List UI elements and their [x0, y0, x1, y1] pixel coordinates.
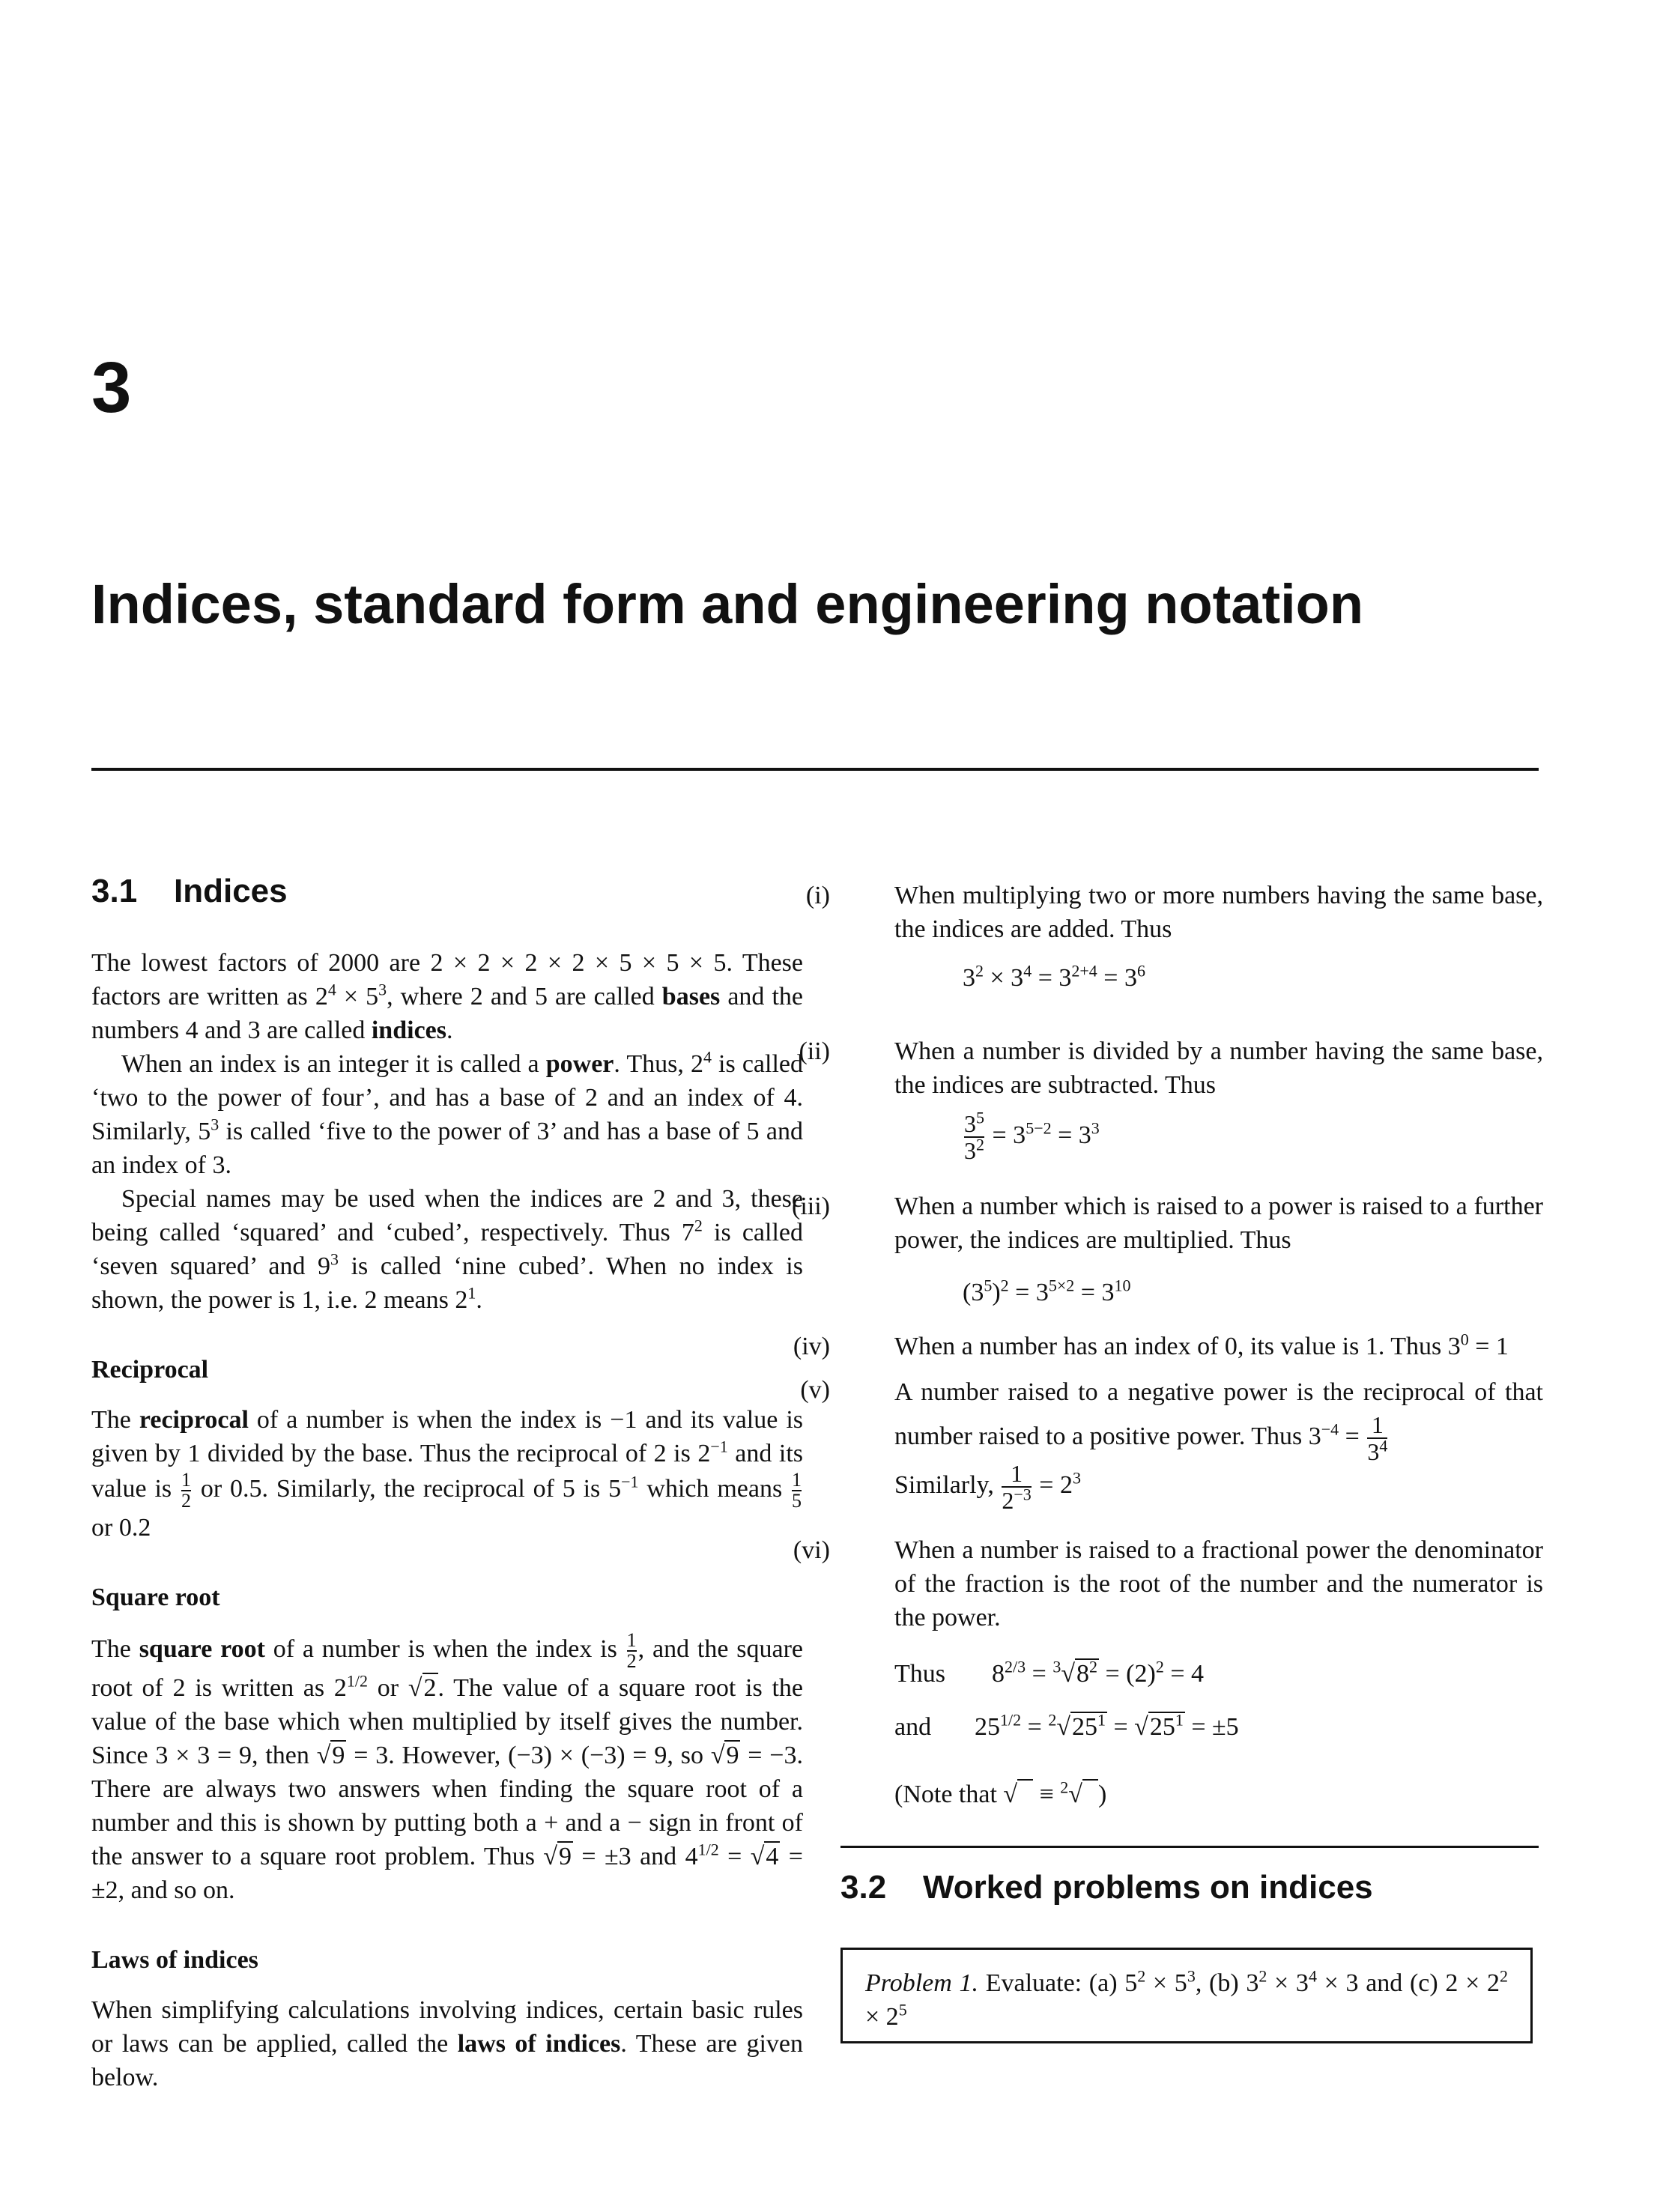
- superscript: 3: [378, 980, 387, 999]
- paragraph-square-root: [91, 1631, 803, 1907]
- paragraph-reciprocal: [91, 1403, 803, 1545]
- superscript: 4: [703, 1047, 712, 1067]
- text-run: × 5: [336, 983, 379, 1010]
- text-run: is called ‘two to the power of four’, and has a base of 2 and an index of 4. Similarly, 5: [91, 1050, 803, 1145]
- text-run: . Thus, 2: [614, 1050, 703, 1078]
- text-run: is called ‘five to the power of 3’ and has a base of 5 and an index of 3.: [91, 1118, 803, 1179]
- text-run: The: [91, 1634, 139, 1663]
- chapter-rule: [91, 768, 1539, 771]
- note-radical-equivalence: (Note that √ ≡ $^2$√ ): [894, 1778, 1107, 1808]
- text-run: of a number is when the index is −1 and its value is given by 1 divided by the base. Thus the reciprocal of 2 is 2: [91, 1406, 804, 1467]
- fraction: $\frac{3^5}{3^2}$: [964, 1108, 984, 1164]
- text-run: is called ‘seven squared’ and 9: [91, 1219, 803, 1280]
- text-run: or: [368, 1674, 408, 1702]
- radical-sign: √: [750, 1843, 765, 1870]
- law-ii: [799, 1034, 1543, 1102]
- left-column: [91, 946, 803, 2094]
- text-run: When simplifying calculations involving indices, certain basic rules or laws can be applied, called the: [91, 1996, 803, 2058]
- equation-and: and $25^{1/2} = ^2√25^1 = √25^1 = \pm 5$: [894, 1710, 1239, 1741]
- fraction-one-half: $\frac{1}{2}$: [181, 1469, 191, 1512]
- section-heading-3-2: [840, 1871, 1373, 1904]
- radicand: 9: [332, 1742, 345, 1769]
- equation-power-of-power: $(3^5)^2 = 3^{5\times 2} = 3^{10}$: [963, 1276, 1131, 1306]
- text-run: The lowest factors of 2000 are 2 × 2 × 2 × 2 × 5 × 5 × 5. These factors are written as 2: [91, 949, 803, 1010]
- law-number: (ii): [799, 1037, 830, 1065]
- text-run: = ±2, and so on.: [91, 1843, 803, 1904]
- law-number: (iv): [793, 1333, 830, 1360]
- radicand: 2: [423, 1674, 437, 1702]
- text-run: = 3. However, (−3) × (−3) = 9, so: [346, 1742, 711, 1769]
- term-reciprocal: reciprocal: [139, 1406, 249, 1434]
- text-run: and the numbers 4 and 3 are called: [91, 983, 803, 1044]
- subheading-reciprocal: Reciprocal: [91, 1356, 209, 1384]
- fraction: $\frac{1}{3^4}$: [1367, 1411, 1388, 1465]
- law-i: [805, 879, 1543, 946]
- term-indices: indices: [371, 1016, 446, 1044]
- law-number: (v): [800, 1376, 830, 1404]
- text-run: The: [91, 1406, 139, 1434]
- text-run: or 0.5. Similarly, the reciprocal of 5 is 5: [192, 1474, 622, 1503]
- equation-multiply: $3^2 \times 3^4 = 3^{2+4} = 3^6$: [963, 961, 1145, 992]
- problem-label: Problem 1.: [865, 1969, 979, 1997]
- equation-thus: Thus $8^{2/3} = ^3√8^2 = (2)^2 = 4$: [894, 1657, 1204, 1688]
- text-run: . These are given below.: [91, 2030, 803, 2091]
- law-text: When a number has an index of 0, its value is 1. Thus $3^0 = 1$: [894, 1330, 1509, 1360]
- section-rule: [840, 1846, 1539, 1848]
- superscript: 3: [210, 1115, 219, 1134]
- term-bases: bases: [661, 983, 721, 1010]
- radicand: 4: [766, 1843, 779, 1870]
- term-power: power: [545, 1050, 614, 1078]
- text-run: which means: [646, 1474, 791, 1503]
- chapter-title: Indices, standard form and engineering notation: [91, 573, 1364, 635]
- text-run: =: [718, 1843, 751, 1870]
- text-run: . The value of a square root is the value of the base which when multiplied by itself gives the number. Since 3 × 3 = 9, then: [91, 1674, 803, 1769]
- law-number: (iii): [792, 1193, 830, 1220]
- fraction-one-half: $\frac{1}{2}$: [626, 1629, 637, 1672]
- law-number: (vi): [793, 1536, 830, 1564]
- superscript: 4: [327, 980, 336, 999]
- text-run: of a number is when the index is: [264, 1634, 625, 1663]
- radicand: 9: [726, 1742, 739, 1769]
- law-iii: [792, 1190, 1543, 1257]
- law-iv: [793, 1330, 1543, 1363]
- text-run: , and the square root of 2 is written as 2: [91, 1634, 803, 1702]
- section-heading-3-1: [91, 875, 288, 908]
- text-run: is called ‘nine cubed’. When no index is shown, the power is 1, i.e. 2 means 2: [91, 1252, 803, 1314]
- equation-similarly: Similarly, $\frac{1}{2^{-3}}$ = $2^3$: [894, 1460, 1081, 1514]
- problem-1-text: Problem 1. Evaluate: (a) $5^2 \times 5^3$, (b) $3^2 \times 3^4 \times 3$ and (c) $2 \times 2^2 \times 2^5$: [865, 1966, 1508, 2031]
- text-run: Special names may be used when the indices are 2 and 3, these being called ‘squared’ and ‘cubed’, respectively. Thus 7: [91, 1185, 803, 1246]
- chapter-number: 3: [91, 348, 132, 428]
- subheading-laws-of-indices: Laws of indices: [91, 1946, 258, 1974]
- superscript: 3: [330, 1249, 339, 1269]
- radical-sign: √: [543, 1843, 558, 1870]
- fraction: $\frac{1}{2^{-3}}$: [1002, 1460, 1032, 1514]
- law-text: When a number is raised to a fractional power the denominator of the fraction is the root of the number and the numerator is the power.: [894, 1536, 1543, 1631]
- section-number: 3.1: [91, 873, 138, 909]
- superscript: 1/2: [697, 1840, 719, 1859]
- superscript: −1: [710, 1437, 728, 1456]
- law-vi: [793, 1533, 1543, 1634]
- radical-sign: √: [710, 1742, 725, 1769]
- radical-sign: √: [316, 1742, 331, 1769]
- text-run: When an index is an integer it is called a: [121, 1050, 546, 1078]
- paragraph-factors: The lowest factors of 2000 are 2 × 2 × 2 × 2 × 5 × 5 × 5. These factors are written as $2^4 \times 5^3$, where 2 and 5 are called bases and the numbers 4 and 3 are called indices.: [91, 949, 803, 1044]
- text-run: = ±3 and 4: [573, 1843, 698, 1870]
- section-title: Worked problems on indices: [923, 1869, 1373, 1906]
- subheading-square-root: Square root: [91, 1584, 220, 1611]
- law-number: (i): [805, 882, 830, 909]
- law-text: When a number is divided by a number having the same base, the indices are subtracted. Thus: [894, 1037, 1543, 1099]
- superscript: 2: [694, 1216, 703, 1235]
- text-run: = −3. There are always two answers when finding the square root of a number and this is shown by putting both a + and a − sign in front of the answer to a square root problem. Thus: [91, 1742, 803, 1870]
- law-text: A number raised to a negative power is the reciprocal of that number raised to a positive power. Thus $3^{-4}$ = $\frac{1}{3^4}$: [894, 1378, 1543, 1465]
- term-square-root: square root: [139, 1634, 265, 1663]
- superscript: −1: [621, 1472, 639, 1491]
- text-run: , where 2 and 5 are called: [387, 983, 662, 1010]
- superscript: 1/2: [346, 1671, 369, 1691]
- term-laws-of-indices: laws of indices: [457, 2030, 621, 2058]
- equation-divide: $\frac{3^5}{3^2}$ = $3^{5-2} = 3^3$: [964, 1108, 1100, 1164]
- superscript: 1: [467, 1283, 476, 1303]
- section-title: Indices: [174, 873, 288, 909]
- problem-1-box: [840, 1948, 1533, 2043]
- section-number: 3.2: [840, 1869, 887, 1906]
- law-text: When a number which is raised to a power is raised to a further power, the indices are multiplied. Thus: [894, 1193, 1543, 1254]
- radicand: 9: [559, 1843, 572, 1870]
- radical-sign: √: [408, 1674, 422, 1702]
- paragraph-laws-intro: [91, 1993, 803, 2094]
- text-run: or 0.2: [91, 1514, 151, 1542]
- paragraph-special-names: Special names may be used when the indices are 2 and 3, these being called ‘squared’ and ‘cubed’, respectively. Thus $7^2$ is called ‘seven squared’ and $9^3$ is called ‘nine cubed’. When no index is shown, the power is 1, i.e. 2 means $2^1$.: [91, 1185, 803, 1314]
- law-v: [800, 1373, 1543, 1465]
- paragraph-power: [91, 1047, 803, 1182]
- text-run: and its value is: [91, 1440, 804, 1503]
- law-text: When multiplying two or more numbers having the same base, the indices are added. Thus: [894, 882, 1543, 943]
- fraction-one-fifth: $\frac{1}{5}$: [792, 1469, 802, 1512]
